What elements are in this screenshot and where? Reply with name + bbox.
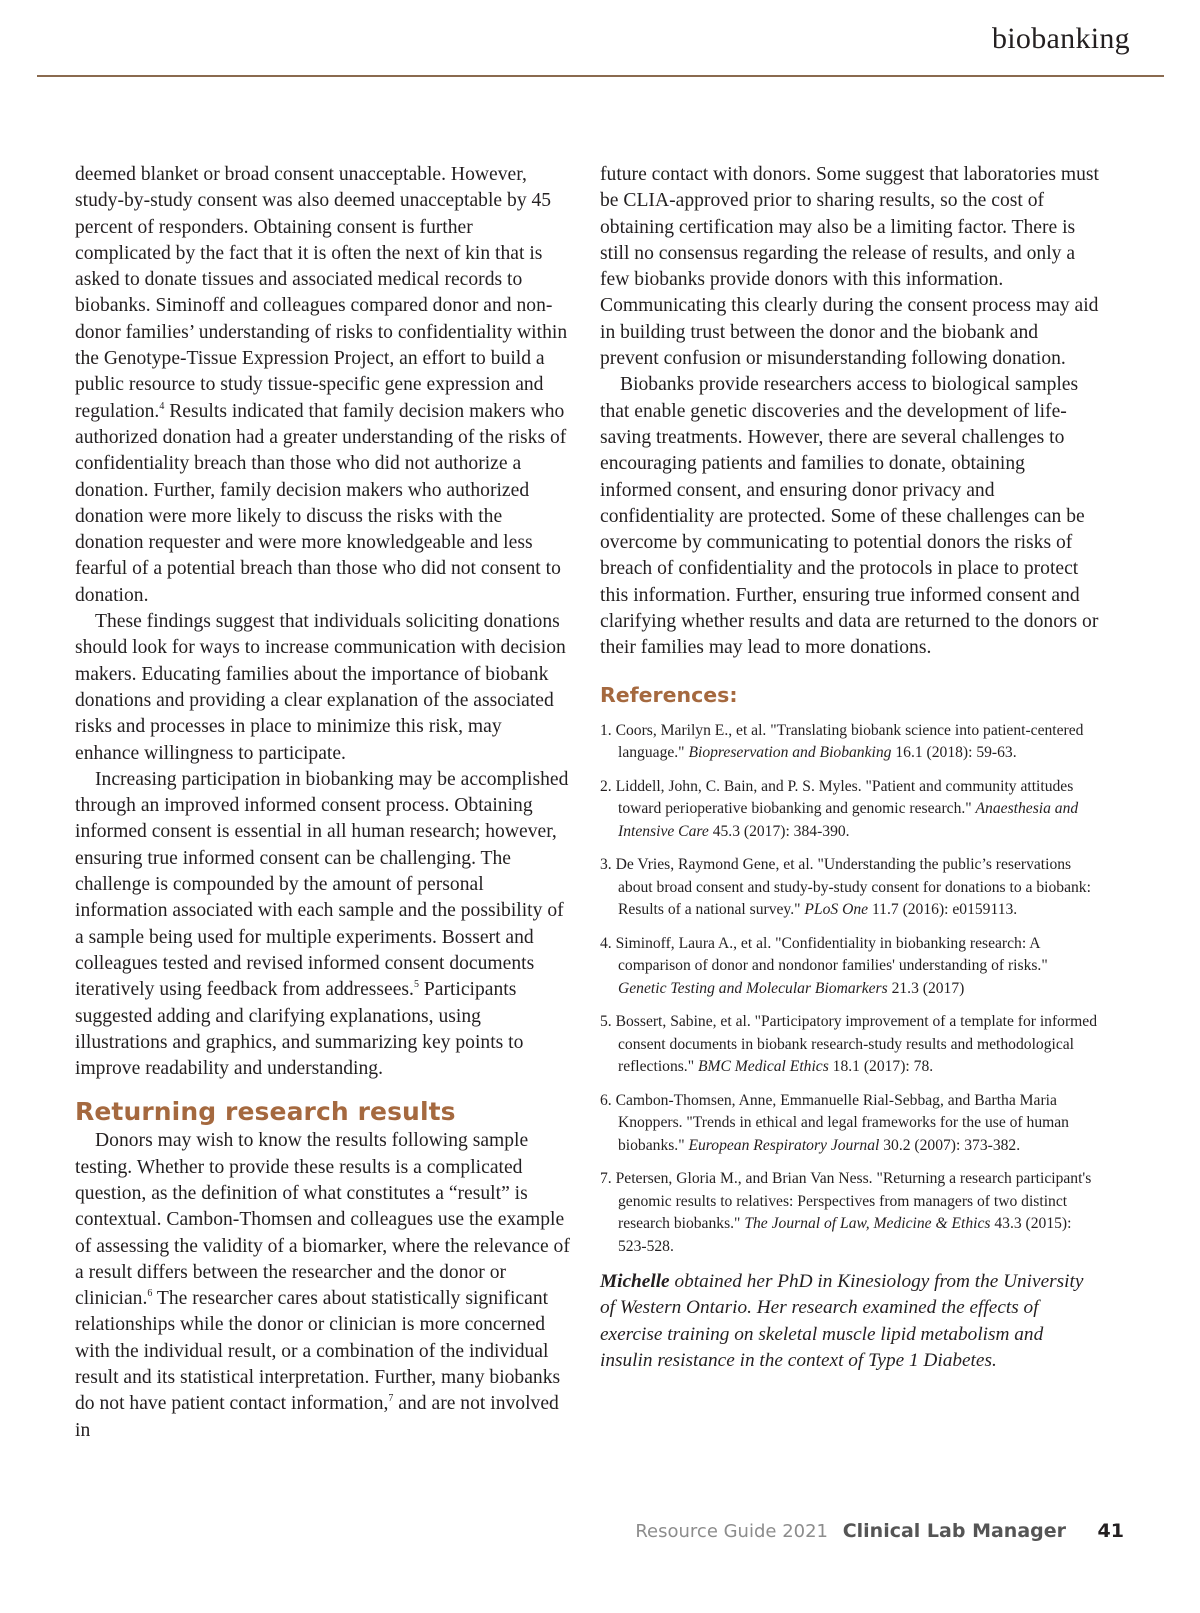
section-heading: Returning research results [75, 1097, 456, 1127]
reference-number: 5. [600, 1013, 612, 1031]
footer-guide-title: Resource Guide 2021 [635, 1521, 828, 1542]
right-column [600, 162, 1100, 1374]
reference-authors: Cambon-Thomsen, Anne, Emmanuelle Rial-Sebbag, and Bartha Maria Knoppers. "Trends in ethical and legal frameworks for the use of human biobanks." [615, 1091, 1069, 1154]
reference-item [600, 933, 1100, 1001]
left-column [75, 162, 570, 1444]
footer-magazine-name: Clinical Lab Manager [842, 1520, 1066, 1542]
reference-authors: Bossert, Sabine, et al. "Participatory improvement of a template for informed consent documents in biobank research-study results and methodological reflections." [615, 1013, 1098, 1076]
reference-authors: De Vries, Raymond Gene, et al. "Understanding the public’s reservations about broad consent and study-by-study consent for donations to a biobank: Results of a national survey." [615, 856, 1091, 919]
reference-number: 4. [600, 934, 612, 952]
paragraph [75, 1128, 570, 1444]
author-name: Michelle [600, 1271, 670, 1293]
paragraph: Biobanks provide researchers access to biological samples that enable genetic discoveries and the development of life-saving treatments. However, there are several challenges to encouraging patients and families to donate, obtaining informed consent, and ensuring donor privacy and confidentiality are protected. Some of these challenges can be overcome by communicating to potential donors the risks of breach of confidentiality and the protocols in place to protect this information. Further, ensuring true informed consent and clarifying whether results and data are returned to the donors or their families may lead to more donations. [600, 374, 1099, 659]
paragraph: These findings suggest that individuals soliciting donations should look for ways to increase communication with decision makers. Educating families about the importance of biobank donations and providing a clear explanation of the associated risks and processes in place to minimize this risk, may enhance willingness to participate. [75, 611, 566, 764]
reference-item [600, 1168, 1100, 1258]
reference-authors: Coors, Marilyn E., et al. "Translating biobank science into patient-centered language." [615, 721, 1084, 762]
reference-journal: Genetic Testing and Molecular Biomarkers [618, 979, 888, 997]
paragraph-text: Donors may wish to know the results following sample testing. Whether to provide these results is a complicated question, as the definition of what constitutes a “result” is contextual. Cambon-Thomsen and colleagues use the example of assessing the validity of a biomarker, where the relevance of a result differs between the researcher and the donor or clinician. [75, 1130, 570, 1310]
reference-list [600, 720, 1100, 1259]
paragraph [75, 767, 570, 1083]
reference-authors: Liddell, John, C. Bain, and P. S. Myles. "Patient and community attitudes toward perioperative biobanking and genomic research." [615, 777, 1074, 818]
reference-journal: Biopreservation and Biobanking [688, 744, 892, 762]
references-heading: References: [600, 682, 738, 707]
author-bio-text: obtained her PhD in Kinesiology from the University of Western Ontario. Her research examined the effects of exercise training on skeletal muscle lipid metabolism and insulin resistance in the context of Type 1 Diabetes. [600, 1271, 1084, 1372]
reference-number: 2. [600, 777, 612, 795]
reference-number: 7. [600, 1170, 612, 1188]
paragraph [75, 162, 570, 609]
reference-authors: Siminoff, Laura A., et al. "Confidentiality in biobanking research: A comparison of donor and nondonor families' understanding of risks." [615, 934, 1048, 975]
page-number: 41 [1097, 1520, 1124, 1542]
reference-details: 11.7 (2016): e0159113. [868, 901, 1018, 919]
footnote-ref: 7 [388, 1393, 394, 1405]
reference-journal: The Journal of Law, Medicine & Ethics [744, 1215, 991, 1233]
paragraph-text: and are not involved in [75, 1393, 559, 1441]
reference-journal: PLoS One [804, 901, 869, 919]
page-footer [0, 1521, 1200, 1555]
reference-details: 43.3 (2015): 523-528. [618, 1215, 1072, 1255]
header-section-title: biobanking [992, 22, 1130, 55]
reference-number: 3. [600, 856, 612, 874]
reference-details: 45.3 (2017): 384-390. [708, 822, 850, 840]
paragraph-text: deemed blanket or broad consent unacceptable. However, study-by-study consent was also deemed unacceptable by 45 percent of responders. Obtaining consent is further complicated by the fact that it is often the next of kin that is asked to donate tissues and associated medical records to biobanks. Siminoff and colleagues compared donor and non-donor families’ understanding of risks to confidentiality within the Genotype-Tissue Expression Project, an effort to build a public resource to study tissue-specific gene expression and regulation. [75, 164, 568, 422]
footnote-ref: 6 [147, 1288, 153, 1300]
paragraph: future contact with donors. Some suggest that laboratories must be CLIA-approved prior to sharing results, so the cost of obtaining certification may also be a limiting factor. There is still no consensus regarding the release of results, and only a few biobanks provide donors with this information. Communicating this clearly during the consent process may aid in building trust between the donor and the biobank and prevent confusion or misunderstanding following donation. [600, 164, 1099, 370]
reference-item [600, 720, 1100, 765]
footnote-ref: 4 [159, 400, 165, 412]
paragraph-text: The researcher cares about statistically significant relationships while the donor or clinician is more concerned with the individual result, or a combination of the individual result and its statistical interpretation. Further, many biobanks do not have patient contact information, [75, 1288, 561, 1415]
paragraph-text: Participants suggested adding and clarifying explanations, using illustrations and graphics, and summarizing key points to improve readability and understanding. [75, 979, 524, 1080]
reference-number: 1. [600, 721, 612, 739]
reference-journal: BMC Medical Ethics [697, 1058, 829, 1076]
author-bio [600, 1269, 1100, 1374]
paragraph-text: Results indicated that family decision makers who authorized donation had a greater understanding of the risks of confidentiality breach than those who did not authorize a donation. Further, family decision makers who authorized donation were more likely to discuss the risks with the donation requester and were more knowledgeable and less fearful of a potential breach than those who did not consent to donation. [75, 400, 567, 606]
reference-item [600, 776, 1100, 844]
reference-details: 21.3 (2017) [887, 979, 965, 997]
reference-item [600, 1011, 1100, 1079]
header-rule [37, 75, 1164, 77]
reference-item [600, 854, 1100, 922]
reference-details: 30.2 (2007): 373-382. [879, 1136, 1021, 1154]
reference-journal: Anaesthesia and Intensive Care [618, 800, 1079, 840]
footnote-ref: 5 [413, 979, 419, 991]
reference-details: 16.1 (2018): 59-63. [891, 744, 1017, 762]
reference-journal: European Respiratory Journal [688, 1136, 880, 1154]
paragraph-text: Increasing participation in biobanking may be accomplished through an improved informed consent process. Obtaining informed consent is essential in all human research; however, ensuring true informed consent can be challenging. The challenge is compounded by the amount of personal information associated with each sample and the possibility of a sample being used for multiple experiments. Bossert and colleagues tested and revised informed consent documents iteratively using feedback from addressees. [75, 768, 569, 1001]
reference-authors: Petersen, Gloria M., and Brian Van Ness. "Returning a research participant's genomic results to relatives: Perspectives from managers of two distinct research biobanks." [615, 1170, 1092, 1233]
reference-details: 18.1 (2017): 78. [828, 1058, 934, 1076]
reference-item [600, 1090, 1100, 1158]
reference-number: 6. [600, 1091, 612, 1109]
